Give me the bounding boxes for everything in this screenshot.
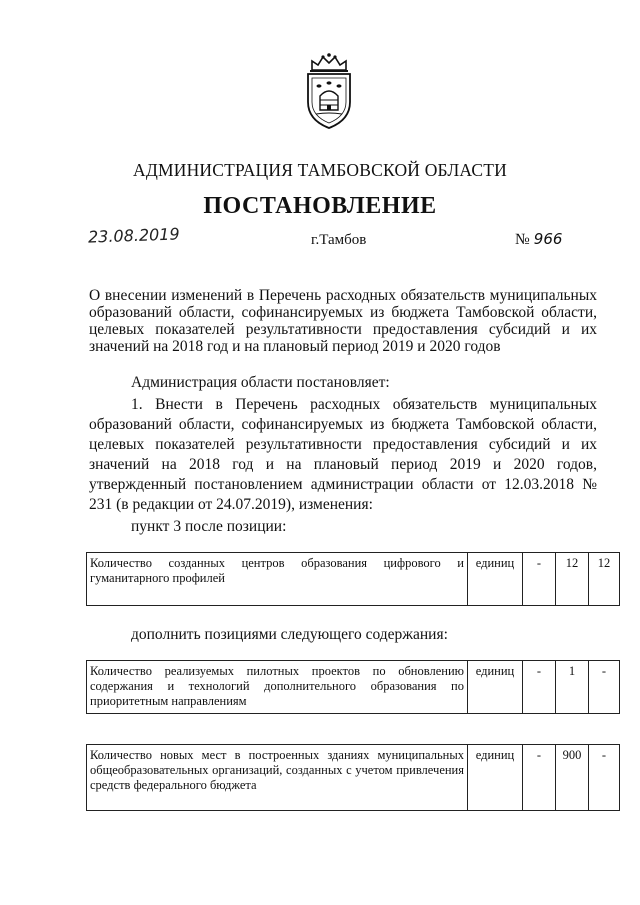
indicator-name: Количество созданных центров образования цифрового и гуманитарного профилей: [87, 553, 468, 606]
value-2020: 12: [589, 553, 620, 606]
item-1-paragraph: 1. Внести в Перечень расходных обязательств муниципальных образований области, софинансируемых из бюджета Тамбовской области, целевых показателей результативности предоставления субсидий и их значений на 2018 год и на плановый период 2019 и 2020 годов, утвержденный постановлением администрации области от 12.03.2018 № 231 (в редакции от 24.07.2019), изменения:: [89, 396, 597, 513]
table-row: [87, 661, 620, 714]
value-2020: -: [589, 745, 620, 811]
point-3-paragraph: пункт 3 после позиции:: [131, 518, 287, 535]
coat-of-arms-icon: [298, 52, 360, 132]
value-2018: -: [523, 745, 556, 811]
value-2018: -: [523, 553, 556, 606]
value-2018: -: [523, 661, 556, 714]
table-row: [87, 553, 620, 606]
add-positions-paragraph: дополнить позициями следующего содержания:: [131, 626, 448, 643]
value-2019: 1: [556, 661, 589, 714]
document-number: [515, 230, 562, 249]
organization-title: АДМИНИСТРАЦИЯ ТАМБОВСКОЙ ОБЛАСТИ: [133, 160, 507, 180]
indicator-unit: единиц: [468, 553, 523, 606]
number-value: 966: [533, 230, 563, 248]
document-subject: О внесении изменений в Перечень расходных обязательств муниципальных образований области, софинансируемых из бюджета Тамбовской области, целевых показателей результативности предоставления субсидий и их значений на 2018 год и на плановый период 2019 и 2020 годов: [89, 287, 597, 355]
position-table-existing: [86, 552, 620, 606]
table-row: [87, 745, 620, 811]
document-type-title: ПОСТАНОВЛЕНИЕ: [203, 193, 437, 219]
number-prefix: №: [515, 231, 530, 248]
document-city: г.Тамбов: [311, 232, 367, 248]
position-table-new-1: [86, 660, 620, 714]
value-2020: -: [589, 661, 620, 714]
indicator-name: Количество новых мест в построенных зданиях муниципальных общеобразовательных организаций, созданных с учетом привлечения средств федерального бюджета: [87, 745, 468, 811]
position-table-new-2: [86, 744, 620, 811]
indicator-unit: единиц: [468, 745, 523, 811]
indicator-name: Количество реализуемых пилотных проектов по обновлению содержания и технологий дополнительного образования по приоритетным направлениям: [87, 661, 468, 714]
value-2019: 900: [556, 745, 589, 811]
intro-paragraph: Администрация области постановляет:: [131, 374, 390, 391]
indicator-unit: единиц: [468, 661, 523, 714]
value-2019: 12: [556, 553, 589, 606]
document-date: 23.08.2019: [87, 224, 180, 247]
